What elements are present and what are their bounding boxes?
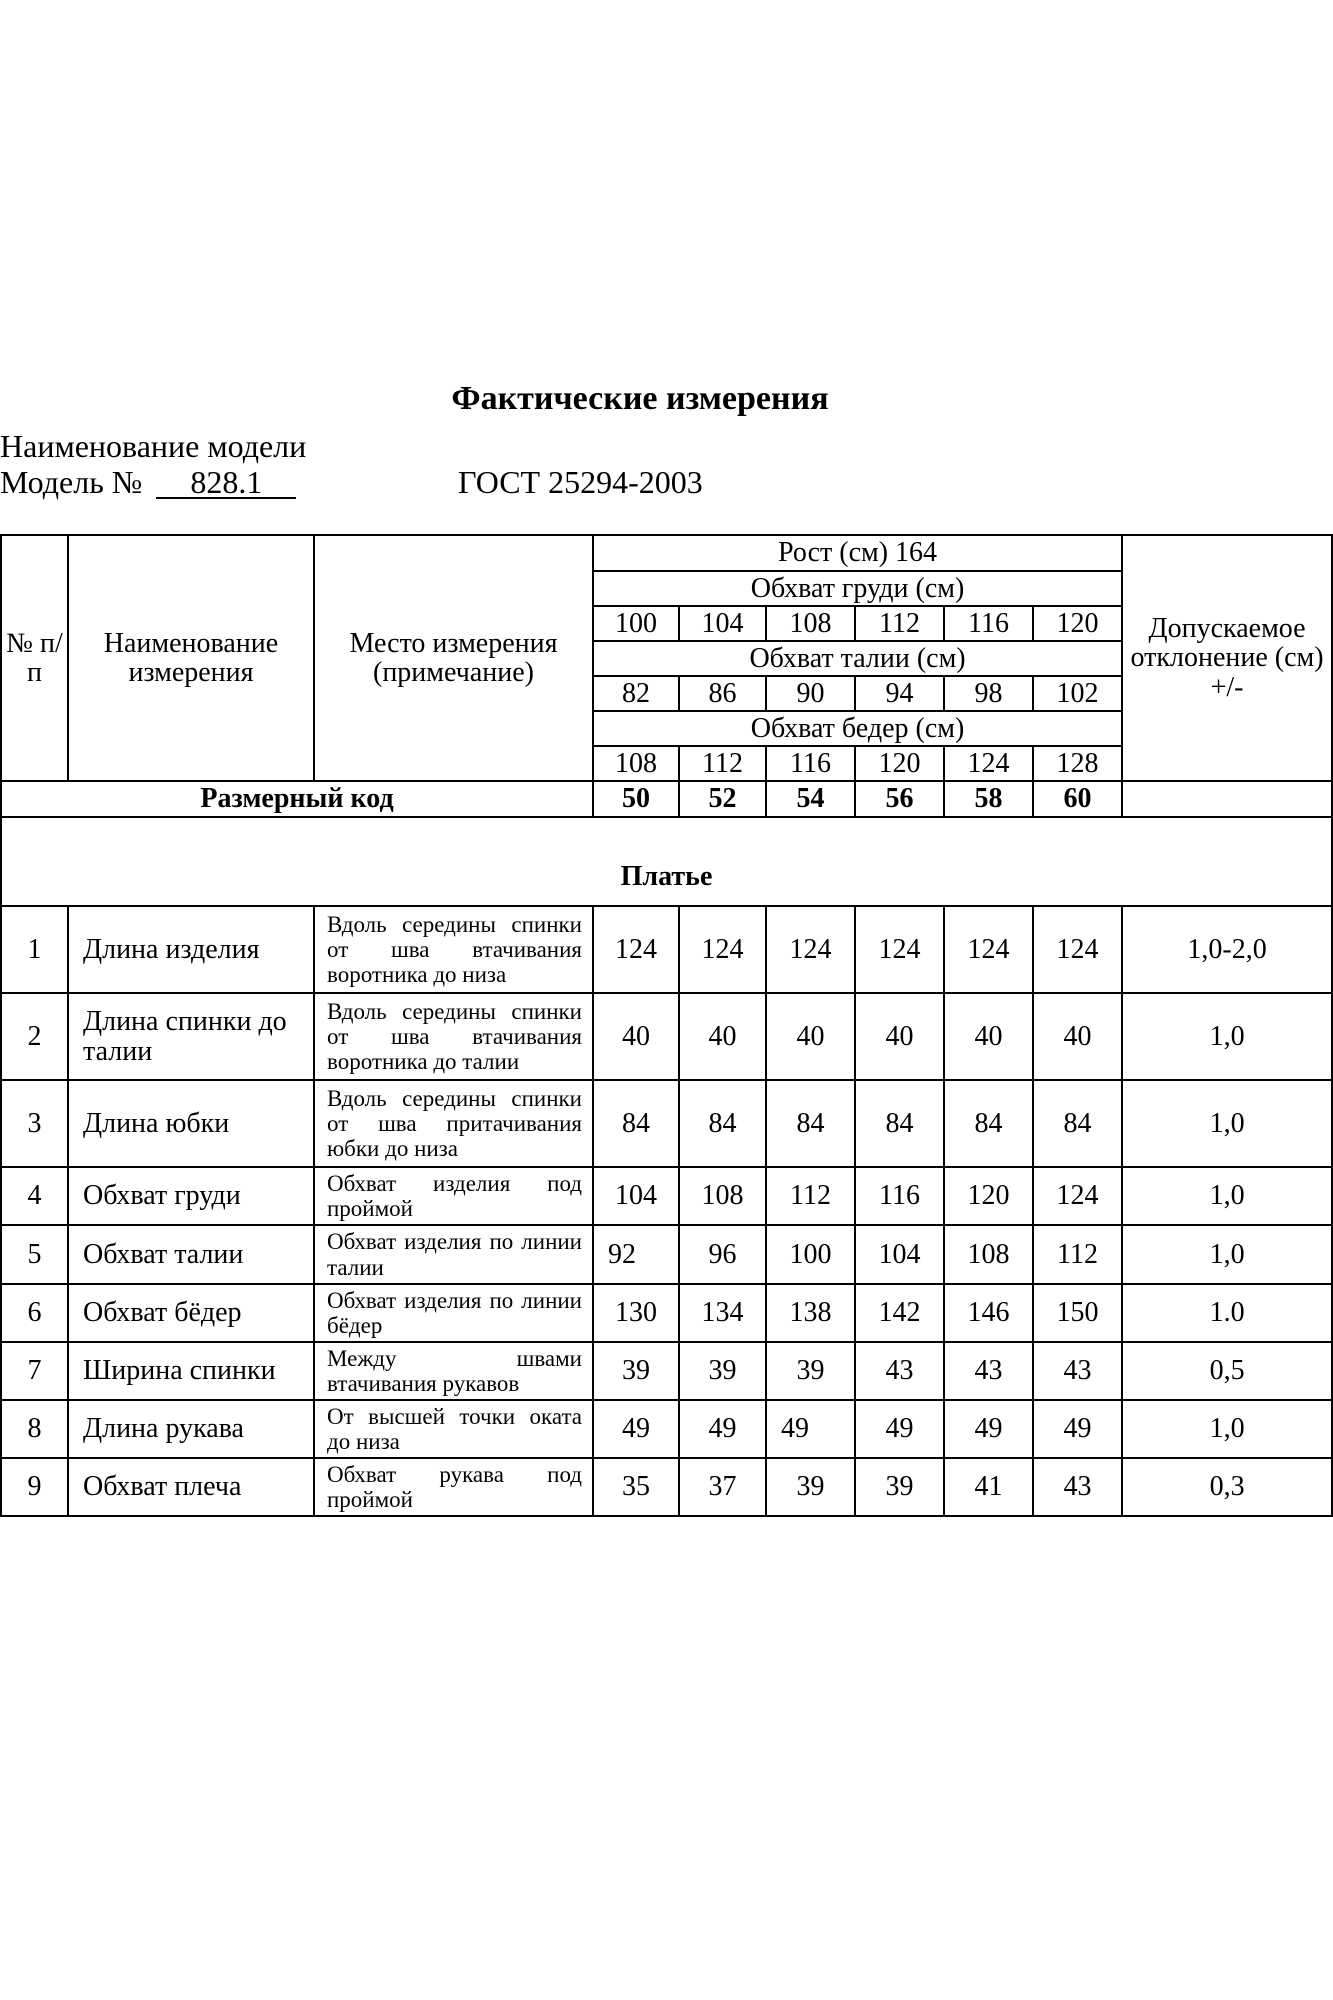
row-value: 39 xyxy=(855,1458,944,1516)
row-value: 84 xyxy=(593,1080,679,1167)
row-value: 40 xyxy=(944,993,1033,1080)
row-value: 49 xyxy=(855,1400,944,1458)
hips-value: 124 xyxy=(944,746,1033,781)
row-value: 39 xyxy=(679,1342,766,1400)
table-row xyxy=(1,1225,1332,1284)
row-tolerance: 1,0 xyxy=(1122,1225,1332,1284)
row-name: Ширина спинки xyxy=(68,1342,314,1400)
row-value: 100 xyxy=(766,1225,855,1284)
table-row xyxy=(1,1080,1332,1167)
row-value: 49 xyxy=(679,1400,766,1458)
header-hips-label: Обхват бедер (см) xyxy=(593,711,1122,746)
header-height: Рост (см) 164 xyxy=(593,535,1122,571)
size-code: 56 xyxy=(855,781,944,817)
row-value: 37 xyxy=(679,1458,766,1516)
row-value: 49 xyxy=(1033,1400,1122,1458)
header-place: Место измерения (примечание) xyxy=(314,535,593,781)
row-name: Обхват груди xyxy=(68,1167,314,1225)
hips-value: 112 xyxy=(679,746,766,781)
bust-value: 116 xyxy=(944,606,1033,641)
table-row xyxy=(1,1400,1332,1458)
row-num: 5 xyxy=(1,1225,68,1284)
row-value: 40 xyxy=(855,993,944,1080)
waist-value: 94 xyxy=(855,676,944,711)
model-number: 828.1 xyxy=(156,467,296,499)
row-place: Вдоль середины спинки от шва втачивания воротника до талии xyxy=(314,993,593,1080)
hips-value: 128 xyxy=(1033,746,1122,781)
row-value: 124 xyxy=(593,906,679,993)
size-code: 52 xyxy=(679,781,766,817)
row-value: 104 xyxy=(855,1225,944,1284)
row-value: 130 xyxy=(593,1284,679,1342)
row-value: 124 xyxy=(1033,906,1122,993)
waist-value: 82 xyxy=(593,676,679,711)
model-name-label: Наименование модели xyxy=(0,428,307,464)
row-value: 49 xyxy=(944,1400,1033,1458)
row-value: 35 xyxy=(593,1458,679,1516)
section-title: Платье xyxy=(1,817,1332,906)
row-place: Между швами втачивания рукавов xyxy=(314,1342,593,1400)
row-value: 112 xyxy=(1033,1225,1122,1284)
row-name: Обхват бёдер xyxy=(68,1284,314,1342)
row-value: 104 xyxy=(593,1167,679,1225)
size-code-label: Размерный код xyxy=(1,781,593,817)
table-row xyxy=(1,1458,1332,1516)
row-tolerance: 0,3 xyxy=(1122,1458,1332,1516)
row-value: 92 xyxy=(593,1225,679,1284)
row-name: Длина изделия xyxy=(68,906,314,993)
row-value: 84 xyxy=(1033,1080,1122,1167)
row-value: 49 xyxy=(593,1400,679,1458)
size-code-tolerance xyxy=(1122,781,1332,817)
table-row xyxy=(1,1167,1332,1225)
waist-value: 102 xyxy=(1033,676,1122,711)
row-tolerance: 1,0 xyxy=(1122,1167,1332,1225)
row-value: 124 xyxy=(766,906,855,993)
row-name: Длина юбки xyxy=(68,1080,314,1167)
row-tolerance: 1,0 xyxy=(1122,993,1332,1080)
row-value: 116 xyxy=(855,1167,944,1225)
row-place: От высшей точки оката до низа xyxy=(314,1400,593,1458)
row-num: 3 xyxy=(1,1080,68,1167)
table-row xyxy=(1,1284,1332,1342)
row-value: 112 xyxy=(766,1167,855,1225)
row-tolerance: 1,0 xyxy=(1122,1400,1332,1458)
row-value: 124 xyxy=(679,906,766,993)
hips-value: 116 xyxy=(766,746,855,781)
row-value: 84 xyxy=(766,1080,855,1167)
table-row xyxy=(1,1342,1332,1400)
size-code: 60 xyxy=(1033,781,1122,817)
row-value: 49 xyxy=(766,1400,855,1458)
model-number-label: Модель № xyxy=(0,464,143,500)
header-bust-label: Обхват груди (см) xyxy=(593,571,1122,606)
hips-value: 120 xyxy=(855,746,944,781)
row-num: 6 xyxy=(1,1284,68,1342)
row-value: 40 xyxy=(766,993,855,1080)
row-place: Обхват изделия под проймой xyxy=(314,1167,593,1225)
row-value: 120 xyxy=(944,1167,1033,1225)
page-title: Фактические измерения xyxy=(451,380,829,417)
size-code: 58 xyxy=(944,781,1033,817)
row-value: 40 xyxy=(679,993,766,1080)
row-value: 43 xyxy=(944,1342,1033,1400)
row-value: 134 xyxy=(679,1284,766,1342)
row-tolerance: 1,0 xyxy=(1122,1080,1332,1167)
hips-value: 108 xyxy=(593,746,679,781)
row-name: Обхват плеча xyxy=(68,1458,314,1516)
row-value: 39 xyxy=(766,1342,855,1400)
row-value: 84 xyxy=(679,1080,766,1167)
standard-label: ГОСТ 25294-2003 xyxy=(458,464,703,500)
row-value: 108 xyxy=(944,1225,1033,1284)
bust-value: 100 xyxy=(593,606,679,641)
row-tolerance: 1,0-2,0 xyxy=(1122,906,1332,993)
row-value: 40 xyxy=(1033,993,1122,1080)
row-value: 41 xyxy=(944,1458,1033,1516)
row-value: 39 xyxy=(766,1458,855,1516)
row-value: 39 xyxy=(593,1342,679,1400)
row-place: Обхват изделия по линии бёдер xyxy=(314,1284,593,1342)
bust-value: 104 xyxy=(679,606,766,641)
table-row xyxy=(1,993,1332,1080)
row-place: Вдоль середины спинки от шва притачивания юбки до низа xyxy=(314,1080,593,1167)
row-num: 7 xyxy=(1,1342,68,1400)
row-place: Обхват изделия по линии талии xyxy=(314,1225,593,1284)
row-place: Обхват рукава под проймой xyxy=(314,1458,593,1516)
row-value: 40 xyxy=(593,993,679,1080)
row-value: 150 xyxy=(1033,1284,1122,1342)
row-name: Обхват талии xyxy=(68,1225,314,1284)
header-name: Наименование измерения xyxy=(68,535,314,781)
size-code: 54 xyxy=(766,781,855,817)
row-name: Длина рукава xyxy=(68,1400,314,1458)
row-value: 138 xyxy=(766,1284,855,1342)
size-code: 50 xyxy=(593,781,679,817)
row-value: 43 xyxy=(1033,1342,1122,1400)
waist-value: 98 xyxy=(944,676,1033,711)
row-value: 142 xyxy=(855,1284,944,1342)
row-place: Вдоль середины спинки от шва втачивания воротника до низа xyxy=(314,906,593,993)
row-value: 84 xyxy=(944,1080,1033,1167)
row-value: 108 xyxy=(679,1167,766,1225)
row-value: 146 xyxy=(944,1284,1033,1342)
row-value: 124 xyxy=(944,906,1033,993)
row-value: 124 xyxy=(855,906,944,993)
row-num: 2 xyxy=(1,993,68,1080)
waist-value: 86 xyxy=(679,676,766,711)
measurements-table xyxy=(0,534,1333,1517)
row-name: Длина спинки до талии xyxy=(68,993,314,1080)
row-num: 8 xyxy=(1,1400,68,1458)
row-tolerance: 0,5 xyxy=(1122,1342,1332,1400)
waist-value: 90 xyxy=(766,676,855,711)
bust-value: 108 xyxy=(766,606,855,641)
bust-value: 112 xyxy=(855,606,944,641)
row-value: 43 xyxy=(855,1342,944,1400)
row-tolerance: 1.0 xyxy=(1122,1284,1332,1342)
row-num: 4 xyxy=(1,1167,68,1225)
row-num: 1 xyxy=(1,906,68,993)
row-value: 96 xyxy=(679,1225,766,1284)
table-row xyxy=(1,906,1332,993)
row-value: 84 xyxy=(855,1080,944,1167)
row-value: 43 xyxy=(1033,1458,1122,1516)
bust-value: 120 xyxy=(1033,606,1122,641)
row-value: 124 xyxy=(1033,1167,1122,1225)
header-waist-label: Обхват талии (см) xyxy=(593,641,1122,676)
model-number-line xyxy=(0,464,296,501)
header-num: № п/п xyxy=(1,535,68,781)
row-num: 9 xyxy=(1,1458,68,1516)
header-tolerance: Допускаемое отклонение (см) +/- xyxy=(1122,535,1332,781)
